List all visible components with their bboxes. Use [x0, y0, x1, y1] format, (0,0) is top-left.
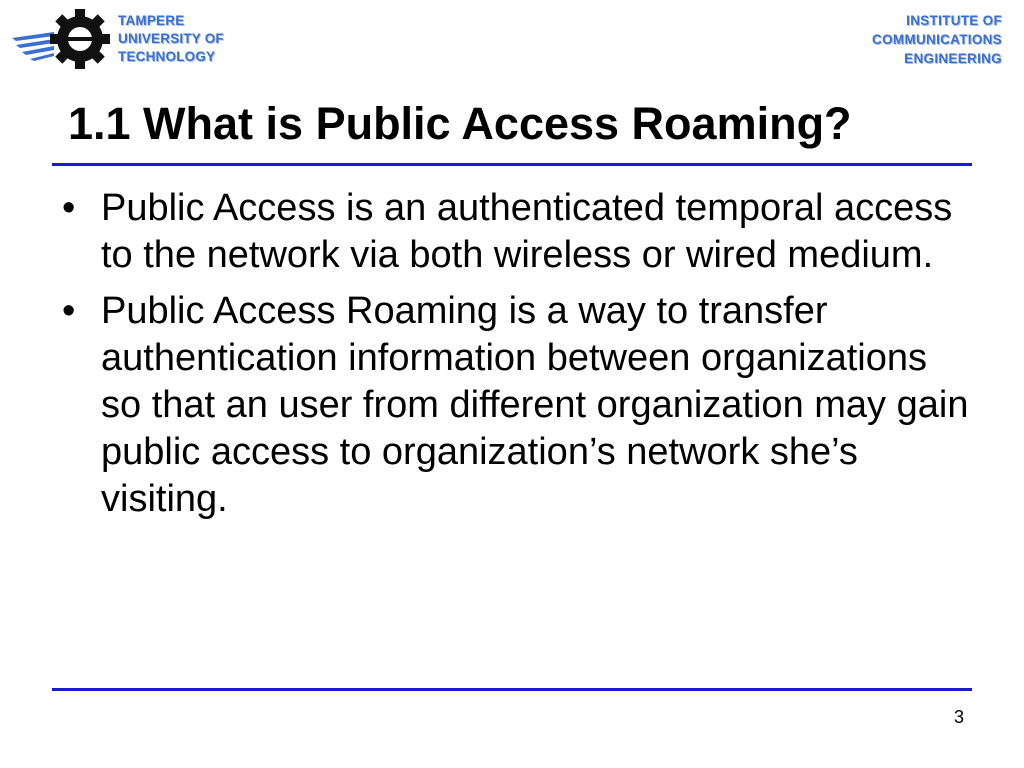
bullet-icon: • — [62, 290, 76, 332]
university-name — [118, 12, 224, 66]
bullet-icon: • — [62, 187, 76, 229]
slide-title: 1.1 What is Public Access Roaming? — [68, 98, 852, 149]
bullet-text: Public Access Roaming is a way to transfer authentication information between organizations so that an user from different organization may gain public access to organization’s network she’s visiting. — [101, 290, 969, 520]
bullet-text: Public Access is an authenticated temporal access to the network via both wireless or wired medium. — [101, 187, 953, 276]
gear-wing-logo-icon — [10, 8, 114, 70]
university-name-line: UNIVERSITY OF — [118, 31, 224, 46]
bullet-item — [56, 288, 971, 523]
department-name-line: COMMUNICATIONS — [872, 32, 1002, 47]
bullet-list — [56, 185, 971, 532]
department-name-line: INSTITUTE OF — [906, 13, 1002, 28]
footer-divider — [52, 688, 972, 691]
university-name-line: TECHNOLOGY — [118, 49, 216, 64]
bullet-item — [56, 185, 971, 279]
department-name-line: ENGINEERING — [904, 51, 1002, 66]
title-divider — [52, 163, 972, 166]
university-name-line: TAMPERE — [118, 13, 185, 28]
department-name — [872, 11, 1002, 68]
university-logo — [10, 8, 250, 70]
page-number: 3 — [953, 707, 964, 727]
